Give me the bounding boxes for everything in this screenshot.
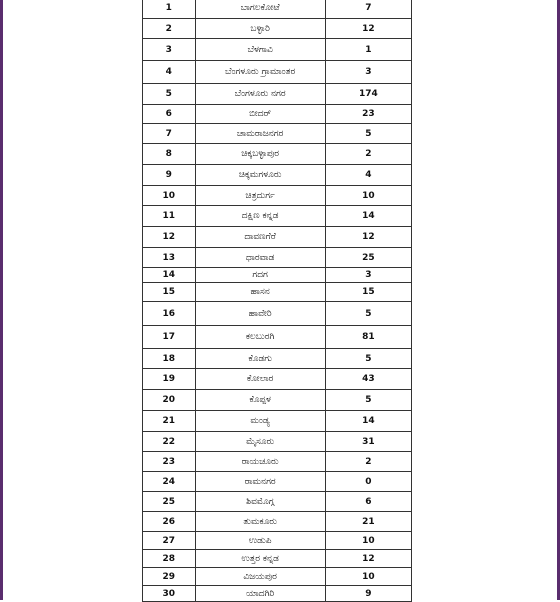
case-count: 10 bbox=[325, 186, 411, 206]
district-name: ಯಾದಗಿರಿ bbox=[195, 586, 325, 602]
case-count: 1 bbox=[325, 39, 411, 61]
row-number: 18 bbox=[143, 349, 196, 369]
table-row bbox=[143, 326, 412, 349]
district-name: ಉತ್ತರ ಕನ್ನಡ bbox=[195, 550, 325, 568]
case-count: 14 bbox=[325, 206, 411, 227]
table-row bbox=[143, 550, 412, 568]
row-number: 15 bbox=[143, 283, 196, 302]
row-number: 23 bbox=[143, 452, 196, 472]
case-count: 10 bbox=[325, 568, 411, 586]
case-count: 23 bbox=[325, 105, 411, 124]
row-number: 14 bbox=[143, 268, 196, 283]
table-row bbox=[143, 19, 412, 39]
table-row bbox=[143, 186, 412, 206]
table-row bbox=[143, 268, 412, 283]
table-row bbox=[143, 105, 412, 124]
row-number: 2 bbox=[143, 19, 196, 39]
district-name: ಚಾಮರಾಜನಗರ bbox=[195, 124, 325, 144]
district-name: ಬಳ್ಳಾರಿ bbox=[195, 19, 325, 39]
row-number: 5 bbox=[143, 84, 196, 105]
district-name: ರಾಯಚೂರು bbox=[195, 452, 325, 472]
case-count: 3 bbox=[325, 268, 411, 283]
row-number: 24 bbox=[143, 472, 196, 492]
district-name: ಧಾರವಾಡ bbox=[195, 248, 325, 268]
district-name: ಕೋಲಾರ bbox=[195, 369, 325, 390]
row-number: 11 bbox=[143, 206, 196, 227]
row-number: 28 bbox=[143, 550, 196, 568]
table-row bbox=[143, 124, 412, 144]
case-count: 7 bbox=[325, 0, 411, 19]
district-name: ದಕ್ಷಿಣ ಕನ್ನಡ bbox=[195, 206, 325, 227]
row-number: 13 bbox=[143, 248, 196, 268]
district-name: ತುಮಕೂರು bbox=[195, 512, 325, 532]
row-number: 8 bbox=[143, 144, 196, 165]
table-row bbox=[143, 411, 412, 432]
district-name: ಮಂಡ್ಯ bbox=[195, 411, 325, 432]
row-number: 26 bbox=[143, 512, 196, 532]
case-count: 15 bbox=[325, 283, 411, 302]
table-row bbox=[143, 283, 412, 302]
case-count: 12 bbox=[325, 227, 411, 248]
district-name: ದಾವಣಗೆರೆ bbox=[195, 227, 325, 248]
table-row bbox=[143, 390, 412, 411]
district-name: ಮೈಸೂರು bbox=[195, 432, 325, 452]
table-row bbox=[143, 452, 412, 472]
case-count: 2 bbox=[325, 144, 411, 165]
table-row bbox=[143, 248, 412, 268]
row-number: 29 bbox=[143, 568, 196, 586]
case-count: 0 bbox=[325, 472, 411, 492]
case-count: 81 bbox=[325, 326, 411, 349]
district-name: ಚಿಕ್ಕಮಗಳೂರು bbox=[195, 165, 325, 186]
district-count-table bbox=[142, 0, 412, 602]
table-row bbox=[143, 144, 412, 165]
table-row bbox=[143, 206, 412, 227]
case-count: 31 bbox=[325, 432, 411, 452]
row-number: 21 bbox=[143, 411, 196, 432]
case-count: 21 bbox=[325, 512, 411, 532]
table-row bbox=[143, 84, 412, 105]
row-number: 9 bbox=[143, 165, 196, 186]
district-name: ಕಲಬುರಗಿ bbox=[195, 326, 325, 349]
case-count: 5 bbox=[325, 349, 411, 369]
table-row bbox=[143, 532, 412, 550]
district-name: ಹಾವೇರಿ bbox=[195, 302, 325, 326]
case-count: 9 bbox=[325, 586, 411, 602]
district-name: ಬೀದರ್ bbox=[195, 105, 325, 124]
table-row bbox=[143, 586, 412, 602]
case-count: 43 bbox=[325, 369, 411, 390]
district-name: ಚಿಕ್ಕಬಳ್ಳಾಪುರ bbox=[195, 144, 325, 165]
row-number: 17 bbox=[143, 326, 196, 349]
table-row bbox=[143, 39, 412, 61]
row-number: 6 bbox=[143, 105, 196, 124]
case-count: 5 bbox=[325, 302, 411, 326]
row-number: 22 bbox=[143, 432, 196, 452]
row-number: 4 bbox=[143, 61, 196, 84]
row-number: 25 bbox=[143, 492, 196, 512]
table-row bbox=[143, 472, 412, 492]
table-row bbox=[143, 349, 412, 369]
district-name: ಬೆಂಗಳೂರು ನಗರ bbox=[195, 84, 325, 105]
district-name: ಬೆಂಗಳೂರು ಗ್ರಾಮಾಂತರ bbox=[195, 61, 325, 84]
table-row bbox=[143, 165, 412, 186]
case-count: 2 bbox=[325, 452, 411, 472]
row-number: 1 bbox=[143, 0, 196, 19]
table-row bbox=[143, 0, 412, 19]
case-count: 12 bbox=[325, 19, 411, 39]
row-number: 27 bbox=[143, 532, 196, 550]
table-row bbox=[143, 302, 412, 326]
case-count: 14 bbox=[325, 411, 411, 432]
case-count: 25 bbox=[325, 248, 411, 268]
row-number: 7 bbox=[143, 124, 196, 144]
row-number: 16 bbox=[143, 302, 196, 326]
case-count: 4 bbox=[325, 165, 411, 186]
case-count: 174 bbox=[325, 84, 411, 105]
row-number: 30 bbox=[143, 586, 196, 602]
case-count: 5 bbox=[325, 124, 411, 144]
table-row bbox=[143, 512, 412, 532]
district-name: ಚಿತ್ರದುರ್ಗ bbox=[195, 186, 325, 206]
row-number: 20 bbox=[143, 390, 196, 411]
district-name: ಬೆಳಗಾವಿ bbox=[195, 39, 325, 61]
case-count: 10 bbox=[325, 532, 411, 550]
district-name: ವಿಜಯಪುರ bbox=[195, 568, 325, 586]
table-row bbox=[143, 432, 412, 452]
district-name: ರಾಮನಗರ bbox=[195, 472, 325, 492]
district-name: ಉಡುಪಿ bbox=[195, 532, 325, 550]
district-name: ಕೊಪ್ಪಳ bbox=[195, 390, 325, 411]
district-name: ಶಿವಮೊಗ್ಗ bbox=[195, 492, 325, 512]
case-count: 6 bbox=[325, 492, 411, 512]
row-number: 10 bbox=[143, 186, 196, 206]
case-count: 3 bbox=[325, 61, 411, 84]
district-name: ಹಾಸನ bbox=[195, 283, 325, 302]
district-name: ಗದಗ bbox=[195, 268, 325, 283]
row-number: 3 bbox=[143, 39, 196, 61]
row-number: 12 bbox=[143, 227, 196, 248]
table-row bbox=[143, 568, 412, 586]
case-count: 5 bbox=[325, 390, 411, 411]
district-name: ಕೊಡಗು bbox=[195, 349, 325, 369]
table-row bbox=[143, 61, 412, 84]
table-row bbox=[143, 227, 412, 248]
table-row bbox=[143, 369, 412, 390]
table-row bbox=[143, 492, 412, 512]
district-name: ಬಾಗಲಕೋಟೆ bbox=[195, 0, 325, 19]
table-body bbox=[143, 0, 412, 602]
row-number: 19 bbox=[143, 369, 196, 390]
case-count: 12 bbox=[325, 550, 411, 568]
